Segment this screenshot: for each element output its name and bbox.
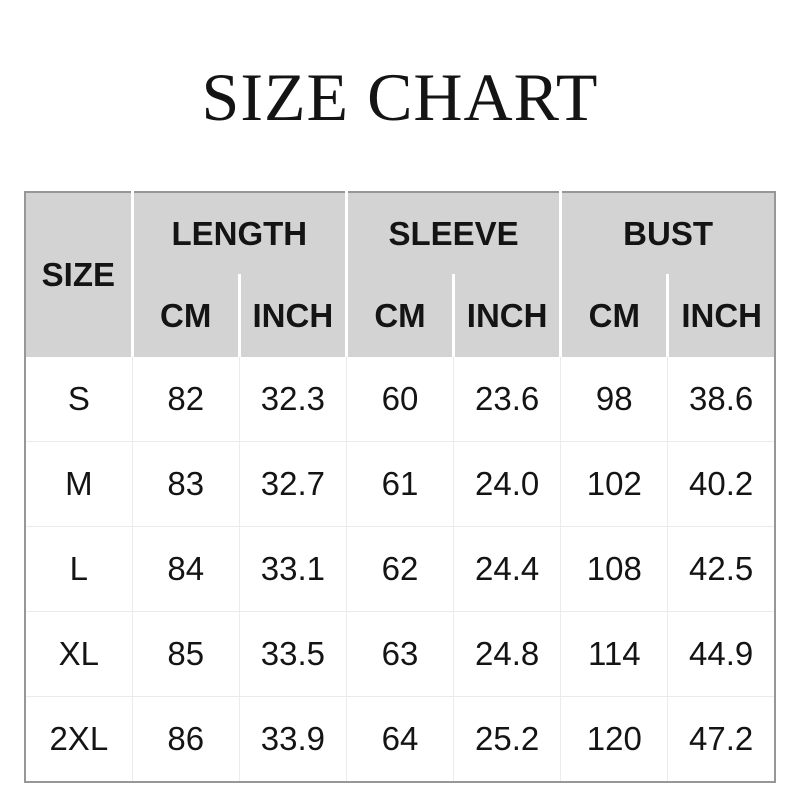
value-cell: 33.9 xyxy=(239,697,346,783)
value-cell: 44.9 xyxy=(668,612,775,697)
value-cell: 83 xyxy=(132,442,239,527)
header-unit-row xyxy=(25,274,775,357)
value-cell: 108 xyxy=(561,527,668,612)
header-group-row xyxy=(25,192,775,274)
value-cell: 24.8 xyxy=(454,612,561,697)
header-group-length: LENGTH xyxy=(132,192,346,274)
value-cell: 120 xyxy=(561,697,668,783)
value-cell: 38.6 xyxy=(668,357,775,442)
header-sleeve-inch: INCH xyxy=(454,274,561,357)
table-body xyxy=(25,357,775,782)
value-cell: 82 xyxy=(132,357,239,442)
value-cell: 47.2 xyxy=(668,697,775,783)
value-cell: 61 xyxy=(346,442,453,527)
value-cell: 24.0 xyxy=(454,442,561,527)
value-cell: 33.1 xyxy=(239,527,346,612)
value-cell: 85 xyxy=(132,612,239,697)
header-group-bust: BUST xyxy=(561,192,775,274)
table-header xyxy=(25,192,775,357)
table-row-m xyxy=(25,442,775,527)
value-cell: 63 xyxy=(346,612,453,697)
size-cell: XL xyxy=(25,612,132,697)
header-length-cm: CM xyxy=(132,274,239,357)
header-sleeve-cm: CM xyxy=(346,274,453,357)
page-title: SIZE CHART xyxy=(201,59,599,135)
header-group-sleeve: SLEEVE xyxy=(346,192,560,274)
size-cell: S xyxy=(25,357,132,442)
value-cell: 98 xyxy=(561,357,668,442)
header-size: SIZE xyxy=(25,192,132,357)
size-cell: L xyxy=(25,527,132,612)
value-cell: 24.4 xyxy=(454,527,561,612)
size-cell: M xyxy=(25,442,132,527)
header-bust-cm: CM xyxy=(561,274,668,357)
value-cell: 33.5 xyxy=(239,612,346,697)
header-bust-inch: INCH xyxy=(668,274,775,357)
value-cell: 42.5 xyxy=(668,527,775,612)
value-cell: 86 xyxy=(132,697,239,783)
value-cell: 32.7 xyxy=(239,442,346,527)
table-row-l xyxy=(25,527,775,612)
value-cell: 60 xyxy=(346,357,453,442)
value-cell: 32.3 xyxy=(239,357,346,442)
value-cell: 25.2 xyxy=(454,697,561,783)
value-cell: 114 xyxy=(561,612,668,697)
value-cell: 84 xyxy=(132,527,239,612)
size-cell: 2XL xyxy=(25,697,132,783)
size-chart-table xyxy=(24,191,776,783)
header-length-inch: INCH xyxy=(239,274,346,357)
table-row-xl xyxy=(25,612,775,697)
value-cell: 23.6 xyxy=(454,357,561,442)
table-row-s xyxy=(25,357,775,442)
value-cell: 102 xyxy=(561,442,668,527)
table-row-2xl xyxy=(25,697,775,783)
value-cell: 62 xyxy=(346,527,453,612)
value-cell: 64 xyxy=(346,697,453,783)
value-cell: 40.2 xyxy=(668,442,775,527)
